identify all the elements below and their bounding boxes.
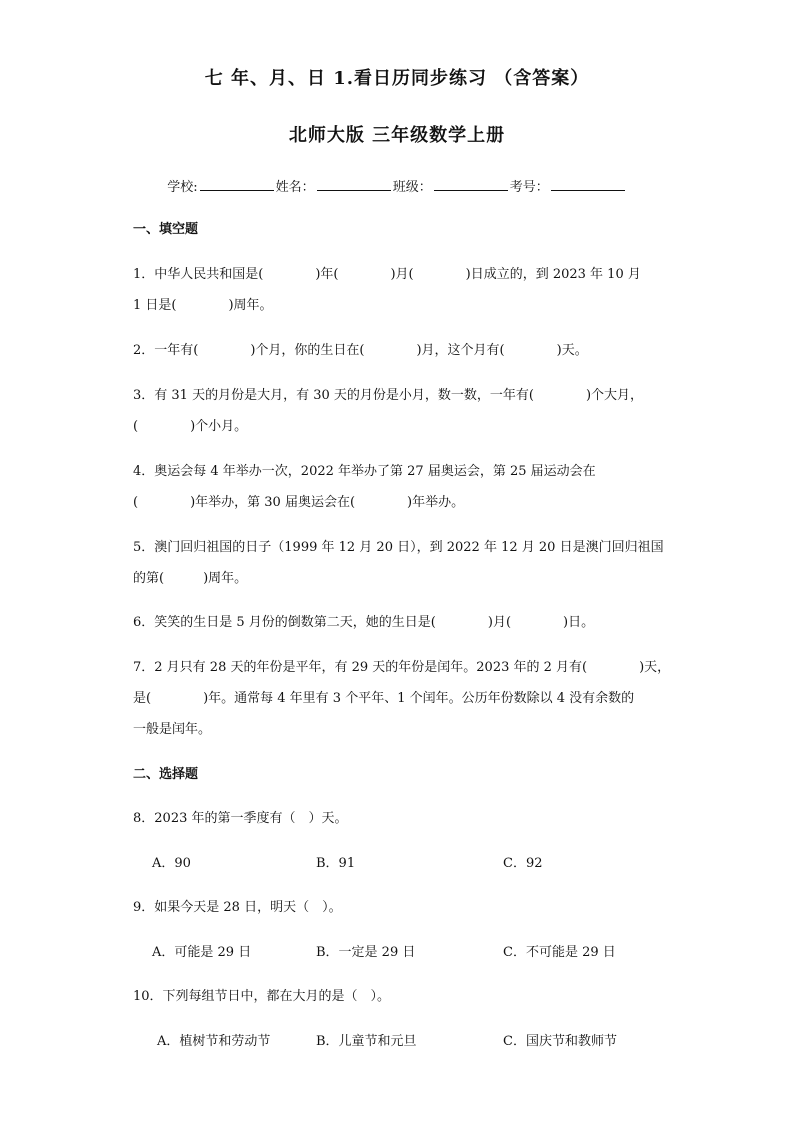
question-1-line-1: 1．中华人民共和国是( )年( )月( )日成立的，到 2023 年 10 月 (133, 267, 641, 282)
student-info-line (0, 178, 794, 196)
question-2: 2．一年有( )个月，你的生日在( )月，这个月有( )天。 (133, 343, 588, 358)
document-title: 七 年、月、日 1.看日历同步练习 （含答案） (204, 68, 590, 89)
question-10-option-b[interactable]: B．儿童节和元旦 (316, 1034, 417, 1049)
question-9-option-a[interactable]: A．可能是 29 日 (152, 945, 252, 960)
question-6: 6．笑笑的生日是 5 月份的倒数第二天，她的生日是( )月( )日。 (133, 615, 595, 630)
section-heading-fill-in: 一、填空题 (133, 222, 199, 237)
question-4-line-1: 4．奥运会每 4 年举办一次，2022 年举办了第 27 届奥运会，第 25 届运动会在 (133, 464, 596, 479)
question-9-option-b[interactable]: B．一定是 29 日 (316, 945, 416, 960)
question-10-option-a[interactable]: A．植树节和劳动节 (157, 1034, 271, 1049)
question-1-line-2: 1 日是( )周年。 (133, 298, 273, 313)
question-4-line-2: ( )年举办，第 30 届奥运会在( )年举办。 (133, 495, 465, 510)
question-3-line-1: 3．有 31 天的月份是大月，有 30 天的月份是小月，数一数，一年有( )个大月， (133, 388, 644, 403)
question-8-option-a[interactable]: A．90 (152, 856, 191, 871)
question-10: 10．下列每组节日中，都在大月的是（ ）。 (133, 989, 391, 1004)
section-heading-multiple-choice: 二、选择题 (133, 767, 199, 782)
exam-no-label: 考号： (509, 180, 549, 195)
name-label: 姓名： (275, 180, 315, 195)
question-5-line-2: 的第( )周年。 (133, 571, 248, 586)
name-blank[interactable] (317, 178, 391, 191)
question-7-line-1: 7．2 月只有 28 天的年份是平年，有 29 天的年份是闰年。2023 年的 2 月有( )天， (133, 660, 671, 675)
question-9: 9．如果今天是 28 日，明天（ ）。 (133, 900, 342, 915)
class-blank[interactable] (434, 178, 508, 191)
question-5-line-1: 5．澳门回归祖国的日子（1999 年 12 月 20 日），到 2022 年 12 月 20 日是澳门回归祖国 (133, 540, 664, 555)
question-8-option-b[interactable]: B．91 (316, 856, 356, 871)
class-label: 班级： (392, 180, 432, 195)
question-3-line-2: ( )个小月。 (133, 419, 248, 434)
school-blank[interactable] (200, 178, 274, 191)
exam-no-blank[interactable] (551, 178, 625, 191)
document-subtitle: 北师大版 三年级数学上册 (288, 125, 506, 146)
question-7-line-2: 是( )年。通常每 4 年里有 3 个平年、1 个闰年。公历年份数除以 4 没有余数的 (133, 691, 635, 706)
question-9-option-c[interactable]: C．不可能是 29 日 (503, 945, 616, 960)
question-8: 8．2023 年的第一季度有（ ）天。 (133, 811, 348, 826)
question-10-option-c[interactable]: C．国庆节和教师节 (503, 1034, 617, 1049)
question-7-line-3: 一般是闰年。 (133, 722, 212, 737)
question-8-option-c[interactable]: C．92 (503, 856, 543, 871)
school-label: 学校: (167, 180, 198, 195)
